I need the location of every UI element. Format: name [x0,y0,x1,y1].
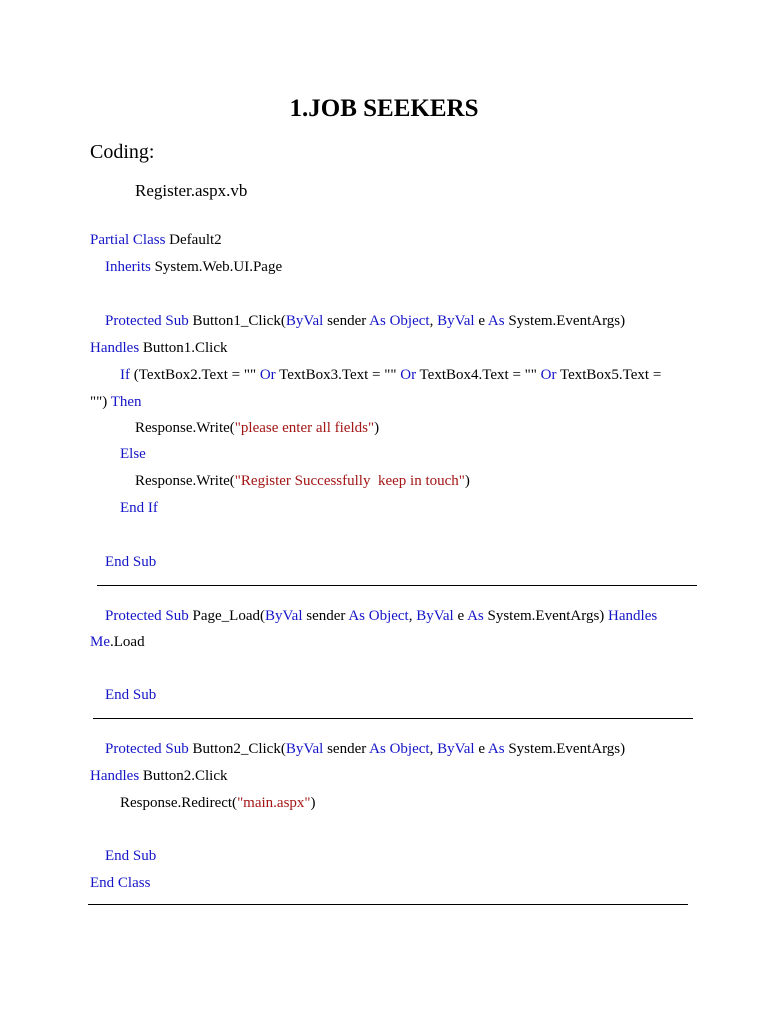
string-literal: "main.aspx" [237,795,311,811]
code-text: , [408,608,417,624]
keyword: End If [120,500,158,516]
keyword: End Sub [105,848,157,864]
keyword: Then [110,394,142,410]
keyword: ByVal [437,313,475,329]
code-text: Default2 [165,232,222,248]
keyword: ByVal [285,741,324,757]
code-text: Page_Load( [188,608,265,624]
keyword: As Object [348,608,409,624]
keyword: As [487,313,505,329]
code-text: System.EventArgs) [483,608,609,624]
code-text: Button1.Click [139,340,228,356]
code-text: TextBox3.Text = [275,367,385,383]
keyword: Inherits [105,259,151,275]
code-text: Button2_Click( [188,741,286,757]
keyword: ByVal [437,741,475,757]
divider-rule [88,904,688,905]
code-text: ) [374,420,380,436]
keyword: Or [259,367,276,383]
keyword: If [120,367,130,383]
code-text: ) [464,473,470,489]
code-text: , [429,313,438,329]
keyword: Else [120,446,146,462]
code-text: Button2.Click [139,768,228,784]
keyword: Protected Sub [105,608,189,624]
string-literal: "please enter all fields" [234,420,375,436]
code-text: ) [310,795,316,811]
keyword: As [487,741,505,757]
keyword: Handles [608,608,658,624]
code-text: System.EventArgs) [504,741,626,757]
code-text: e [474,313,488,329]
code-line [105,257,282,277]
code-line [120,444,146,464]
code-line [90,632,145,652]
code-text: sender [302,608,349,624]
keyword: End Class [90,875,151,891]
keyword: As [467,608,484,624]
keyword: Or [540,367,557,383]
keyword: As Object [369,313,430,329]
string-literal: "Register Successfully keep in touch" [234,473,465,489]
code-text: .Load [110,634,145,650]
keyword: End Sub [105,554,157,570]
code-text: sender [323,313,370,329]
code-text: sender [323,741,370,757]
code-text: Button1_Click( [188,313,286,329]
code-line [90,392,142,412]
keyword: Partial Class [90,232,166,248]
keyword: As Object [369,741,430,757]
code-text: System.Web.UI.Page [150,259,283,275]
code-text: ) [102,394,111,410]
code-line [90,338,228,358]
divider-rule [97,585,697,586]
keyword: Me [90,634,110,650]
code-line [105,311,625,331]
code-text: , [429,741,438,757]
code-text: Response.Write( [135,473,235,489]
code-line [120,498,158,518]
code-line [120,793,316,813]
code-text: Response.Redirect( [120,795,238,811]
keyword: Handles [90,768,140,784]
file-name: Register.aspx.vb [135,181,248,200]
code-text: TextBox4.Text = [416,367,525,383]
code-line [105,685,156,705]
keyword: Protected Sub [105,313,189,329]
code-text: e [453,608,468,624]
page-title: 1.JOB SEEKERS [289,95,479,122]
code-text: "" [90,394,103,410]
code-text: Response.Write( [135,420,235,436]
keyword: ByVal [285,313,324,329]
code-text: System.EventArgs) [504,313,626,329]
code-text: (TextBox2.Text = [130,367,244,383]
code-text: "" [384,367,397,383]
keyword: End Sub [105,687,157,703]
code-line [135,418,379,438]
code-line [90,766,228,786]
code-line [90,873,150,893]
code-line [105,846,156,866]
code-line [105,739,625,759]
code-text: TextBox5.Text = [556,367,662,383]
keyword: Or [400,367,417,383]
keyword: Protected Sub [105,741,189,757]
keyword: ByVal [264,608,303,624]
code-line [120,365,661,385]
code-line [105,552,156,572]
section-heading: Coding: [90,141,155,163]
code-text: e [474,741,488,757]
code-line [135,471,470,491]
code-line [90,230,222,250]
code-text: "" [524,367,537,383]
keyword: ByVal [416,608,454,624]
code-line [105,606,657,626]
code-text: "" [243,367,257,383]
keyword: Handles [90,340,140,356]
divider-rule [93,718,693,719]
